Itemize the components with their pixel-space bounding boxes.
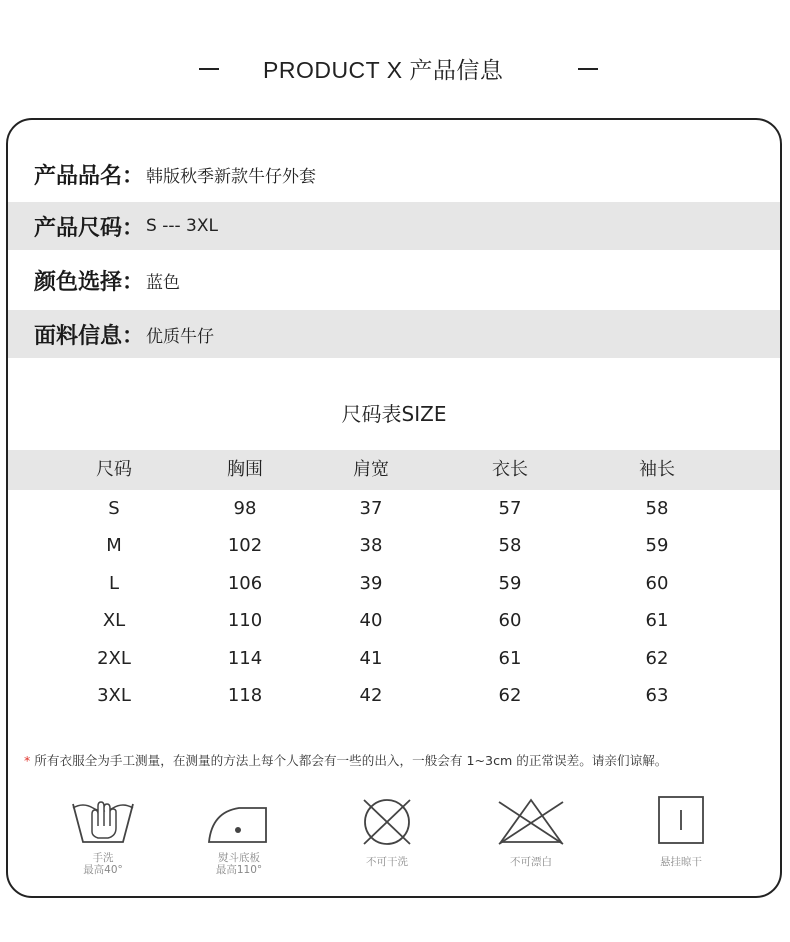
- table-row: [8, 602, 780, 639]
- info-row-color: [8, 256, 780, 304]
- page-title: PRODUCT X 产品信息: [263, 57, 504, 83]
- care-caption: 不可干洗: [366, 856, 408, 868]
- table-cell: 40: [359, 610, 383, 632]
- care-item-hand-wash: [48, 792, 158, 876]
- info-label: 面料信息：: [34, 323, 145, 349]
- size-table: [8, 450, 780, 714]
- table-cell: 39: [359, 572, 383, 594]
- page-header: [0, 46, 790, 86]
- care-caption: 不可漂白: [510, 856, 552, 868]
- measurement-note: [24, 750, 667, 769]
- care-item-iron: [184, 792, 294, 876]
- table-header-row: [8, 450, 780, 490]
- hand-wash-icon: [68, 792, 138, 848]
- table-cell: 3XL: [97, 684, 131, 706]
- care-caption: 熨斗底板: [218, 852, 260, 864]
- table-cell: 98: [233, 498, 257, 519]
- table-cell: 102: [227, 535, 263, 557]
- no-dry-clean-icon: [352, 792, 422, 848]
- care-caption: 最高110°: [215, 864, 263, 876]
- table-cell: 61: [645, 610, 669, 632]
- table-cell: 118: [227, 684, 263, 706]
- table-row: [8, 527, 780, 564]
- info-value: 蓝色: [146, 272, 181, 293]
- table-cell: 59: [498, 572, 522, 594]
- info-value: 韩版秋季新款牛仔外套: [146, 166, 317, 187]
- table-cell: 62: [498, 684, 522, 706]
- table-cell: 57: [498, 498, 522, 519]
- care-caption: 悬挂晾干: [660, 856, 702, 868]
- care-instructions: [8, 792, 780, 892]
- header-dash-right: [578, 68, 598, 70]
- header-dash-left: [199, 68, 219, 70]
- table-row: [8, 677, 780, 714]
- table-cell: 41: [359, 647, 383, 669]
- table-cell: 62: [645, 647, 669, 669]
- table-cell: 42: [359, 684, 383, 706]
- hang-dry-icon: [646, 792, 716, 848]
- table-cell: 63: [645, 684, 669, 706]
- care-caption: 手洗: [92, 852, 114, 864]
- info-label: 颜色选择：: [34, 269, 145, 295]
- info-row-name: [8, 150, 780, 198]
- table-header-cell: 肩宽: [353, 459, 389, 480]
- table-cell: L: [108, 572, 120, 594]
- table-cell: 58: [645, 498, 669, 519]
- table-cell: 60: [645, 572, 669, 594]
- info-value: 优质牛仔: [146, 326, 215, 347]
- size-chart-title: 尺码表SIZE: [341, 402, 447, 426]
- table-header-cell: 袖长: [639, 459, 675, 480]
- table-cell: 37: [359, 498, 383, 519]
- iron-icon: [204, 792, 274, 848]
- table-row: [8, 565, 780, 602]
- table-cell: 61: [498, 647, 522, 669]
- care-item-hang-dry: [626, 792, 736, 868]
- table-cell: M: [106, 535, 122, 557]
- info-row-size: [8, 202, 780, 250]
- table-cell: 110: [227, 610, 263, 632]
- table-header-cell: 尺码: [96, 459, 132, 480]
- no-bleach-icon: [493, 792, 569, 848]
- table-cell: S: [108, 498, 120, 519]
- table-cell: 60: [498, 610, 522, 632]
- table-cell: 2XL: [97, 647, 131, 669]
- care-item-no-bleach: [476, 792, 586, 868]
- info-label: 产品品名：: [34, 163, 145, 189]
- table-row: [8, 490, 780, 527]
- info-row-fabric: [8, 310, 780, 358]
- table-header-cell: 衣长: [492, 459, 528, 480]
- table-header-cell: 胸围: [227, 459, 263, 480]
- info-label: 产品尺码：: [34, 215, 145, 241]
- table-cell: 59: [645, 535, 669, 557]
- table-row: [8, 640, 780, 677]
- note-star: *: [24, 753, 31, 768]
- table-cell: 58: [498, 535, 522, 557]
- care-caption: 最高40°: [83, 864, 123, 876]
- info-value: S --- 3XL: [146, 216, 218, 236]
- care-item-no-dry-clean: [332, 792, 442, 868]
- product-info-card: [6, 118, 782, 898]
- table-cell: 38: [359, 535, 383, 557]
- table-cell: XL: [102, 610, 126, 632]
- table-cell: 106: [227, 572, 263, 594]
- table-cell: 114: [227, 647, 263, 669]
- note-text: 所有衣服全为手工测量，在测量的方法上每个人都会有一些的出入，一般会有 1~3cm 的正常误差。请亲们谅解。: [34, 753, 668, 768]
